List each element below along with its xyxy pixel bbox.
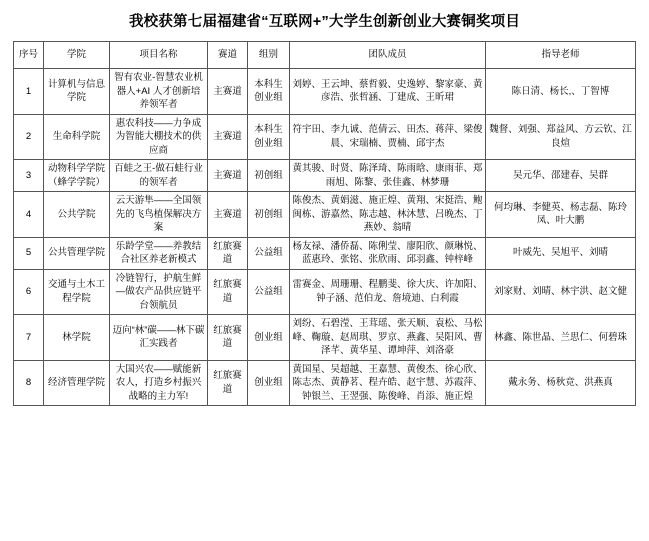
cell-project: 智有农业-智慧农业机器人+AI 人才创新培养领军者 — [110, 69, 208, 115]
cell-group: 本科生创业组 — [248, 69, 290, 115]
column-header-group: 组别 — [248, 42, 290, 69]
table-row — [14, 315, 636, 361]
cell-project: 大国兴农——赋能新农人，打造乡村振兴战略的主力军! — [110, 360, 208, 406]
cell-group: 公益组 — [248, 269, 290, 315]
cell-no: 4 — [14, 192, 44, 238]
column-header-teachers: 指导老师 — [486, 42, 636, 69]
cell-no: 7 — [14, 315, 44, 361]
table-row — [14, 360, 636, 406]
cell-teachers: 陈日清、杨长,、丁智博 — [486, 69, 636, 115]
table-row — [14, 69, 636, 115]
cell-group: 创业组 — [248, 315, 290, 361]
cell-college: 交通与土木工程学院 — [44, 269, 110, 315]
column-header-project: 项目名称 — [110, 42, 208, 69]
table-body — [14, 69, 636, 406]
cell-group: 初创组 — [248, 160, 290, 192]
cell-project: 百蛙之王-做石蛙行业的领军者 — [110, 160, 208, 192]
cell-track: 主赛道 — [208, 192, 248, 238]
cell-members: 符宇田、李九诚、范倩云、田杰、蒋萍、梁俊晨、宋瑞楠、贾楠、邱宇杰 — [290, 114, 486, 160]
cell-no: 5 — [14, 237, 44, 269]
cell-teachers: 叶威先、吴旭平、刘晴 — [486, 237, 636, 269]
cell-college: 林学院 — [44, 315, 110, 361]
cell-track: 红旅赛道 — [208, 360, 248, 406]
cell-college: 公共学院 — [44, 192, 110, 238]
column-header-track: 赛道 — [208, 42, 248, 69]
page-title: 我校获第七届福建省“互联网+”大学生创新创业大赛铜奖项目 — [128, 14, 521, 30]
cell-teachers: 何均琳、李健英、杨志磊、陈玲凤、叶大鹏 — [486, 192, 636, 238]
cell-track: 红旅赛道 — [208, 237, 248, 269]
cell-project: 云天游隼——全国领先的飞鸟植保解决方案 — [110, 192, 208, 238]
table-row — [14, 237, 636, 269]
cell-teachers: 刘家财、刘晴、林宇洪、赵文健 — [486, 269, 636, 315]
cell-members: 陈俊杰、黄娟滋、施正煌、黄翔、宋挺浩、鲍闽栋、游嘉然、陈志越、林沐慧、吕晚杰、丁燕妙、翁晴 — [290, 192, 486, 238]
cell-track: 红旅赛道 — [208, 269, 248, 315]
cell-track: 主赛道 — [208, 114, 248, 160]
cell-no: 6 — [14, 269, 44, 315]
column-header-no: 序号 — [14, 42, 44, 69]
cell-college: 动物科学学院（蜂学学院） — [44, 160, 110, 192]
cell-teachers: 魏督、刘强、郑益风、方云钦、江良煊 — [486, 114, 636, 160]
cell-members: 刘婷、王云坤、蔡哲毅、史逸婷、黎家豪、黄彦浩、张哲涵、丁建成、王昕珺 — [290, 69, 486, 115]
cell-group: 公益组 — [248, 237, 290, 269]
cell-no: 1 — [14, 69, 44, 115]
cell-members: 黄国星、吴超越、王嘉慧、黄俊杰、徐心欣、陈志杰、黄静茗、程卉皓、赵宇慧、苏霞萍、钟银兰、王翌强、陈俊峰、肖添、施正煌 — [290, 360, 486, 406]
cell-project: 惠农科技——力争成为智能大棚技术的供应商 — [110, 114, 208, 160]
cell-project: 迈向“林”碳——林下碳汇实践者 — [110, 315, 208, 361]
cell-no: 8 — [14, 360, 44, 406]
table-row — [14, 192, 636, 238]
cell-college: 公共管理学院 — [44, 237, 110, 269]
award-projects-table — [13, 41, 636, 406]
cell-members: 杨友禄、潘侨磊、陈俐莹、廖阳欣、颜琳悦、蓝惠玲、张铭、张欣雨、邱羽鑫、钟梓峰 — [290, 237, 486, 269]
cell-members: 雷赛金、周珊珊、程鹏斐、徐大庆、许加阳、钟子涵、范伯龙、詹境迪、白利霞 — [290, 269, 486, 315]
cell-teachers: 林鑫、陈世晶、兰思仁、何碧珠 — [486, 315, 636, 361]
cell-track: 红旅赛道 — [208, 315, 248, 361]
cell-track: 主赛道 — [208, 160, 248, 192]
column-header-college: 学院 — [44, 42, 110, 69]
cell-members: 黄其骏、时贤、陈泽琦、陈雨晗、康雨菲、郑雨旭、陈黎、张佳鑫、林梦珊 — [290, 160, 486, 192]
table-row — [14, 114, 636, 160]
cell-college: 经济管理学院 — [44, 360, 110, 406]
cell-group: 初创组 — [248, 192, 290, 238]
cell-no: 3 — [14, 160, 44, 192]
cell-teachers: 戴永务、杨秋竞、洪燕真 — [486, 360, 636, 406]
cell-members: 刘纷、石碧滢、王茸瑶、张天顺、袁松、马松峰、鞠璇、赵周琪、罗京、燕鑫、吴阳风、曹泽芊、黄华星、谭坤萍、刘洛豪 — [290, 315, 486, 361]
cell-college: 计算机与信息学院 — [44, 69, 110, 115]
column-header-members: 团队成员 — [290, 42, 486, 69]
cell-group: 本科生创业组 — [248, 114, 290, 160]
cell-teachers: 吴元华、邵建春、吴群 — [486, 160, 636, 192]
cell-track: 主赛道 — [208, 69, 248, 115]
cell-project: 冷链智行，护航生鲜—做农产品供应链平台领航员 — [110, 269, 208, 315]
table-row — [14, 269, 636, 315]
cell-group: 创业组 — [248, 360, 290, 406]
cell-project: 乐龄学堂——养教结合社区养老新模式 — [110, 237, 208, 269]
cell-no: 2 — [14, 114, 44, 160]
table-header-row — [14, 42, 636, 69]
table-row — [14, 160, 636, 192]
cell-college: 生命科学院 — [44, 114, 110, 160]
table-header — [14, 42, 636, 69]
